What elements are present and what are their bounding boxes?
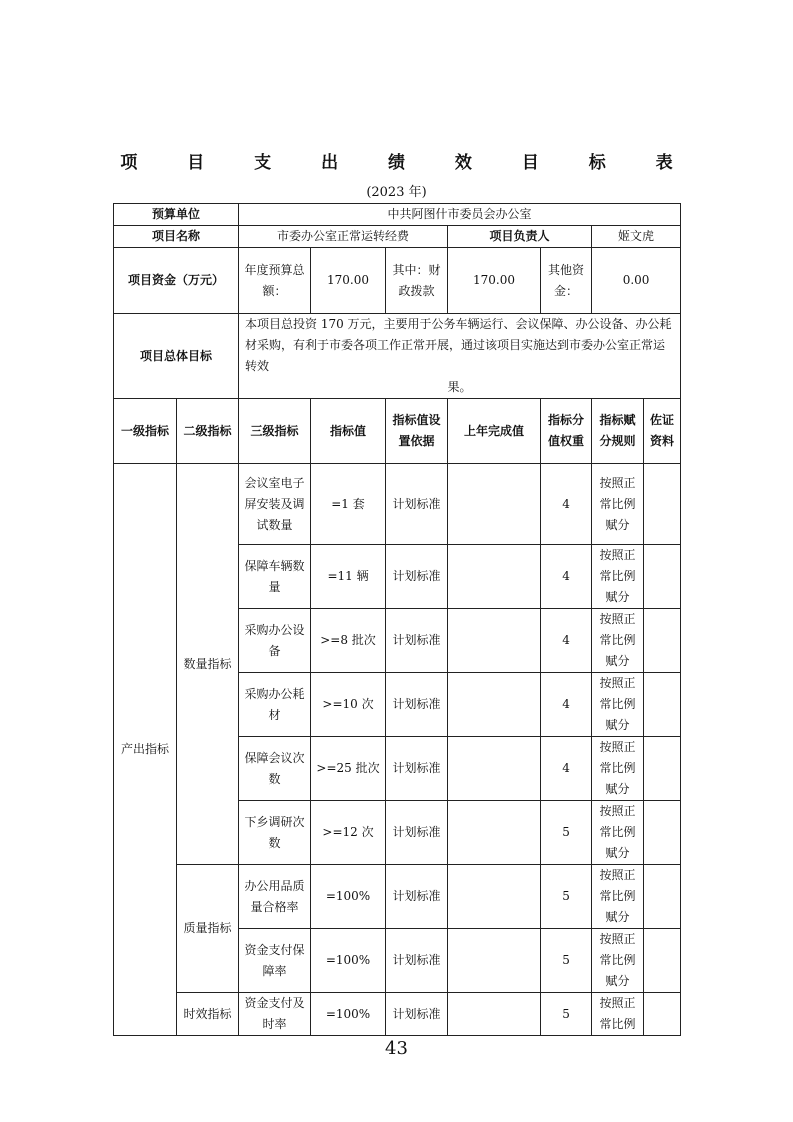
target-value: =1 套: [311, 464, 386, 545]
project-name-value: 市委办公室正常运转经费: [239, 226, 448, 248]
target-basis: 计划标准: [386, 609, 448, 673]
evidence-value: [644, 993, 681, 1036]
scoring-rule: 按照正常比例: [592, 993, 644, 1036]
last-year-value: [448, 545, 541, 609]
target-basis: 计划标准: [386, 993, 448, 1036]
level3-name: 采购办公耗材: [239, 673, 311, 737]
evidence-value: [644, 673, 681, 737]
weight-value: 5: [541, 865, 592, 929]
project-leader-value: 姬文虎: [592, 226, 681, 248]
target-value: =11 辆: [311, 545, 386, 609]
target-basis: 计划标准: [386, 737, 448, 801]
col-level2: 二级指标: [177, 399, 239, 464]
fund-label: 项目资金（万元）: [114, 248, 239, 314]
target-value: >=10 次: [311, 673, 386, 737]
last-year-value: [448, 609, 541, 673]
col-last-year: 上年完成值: [448, 399, 541, 464]
budget-unit-value: 中共阿图什市委员会办公室: [239, 204, 681, 226]
col-weight: 指标分值权重: [541, 399, 592, 464]
col-evidence: 佐证资料: [644, 399, 681, 464]
goal-label: 项目总体目标: [114, 314, 239, 399]
target-basis: 计划标准: [386, 673, 448, 737]
scoring-rule: 按照正常比例赋分: [592, 801, 644, 865]
scoring-rule: 按照正常比例赋分: [592, 737, 644, 801]
annual-total-value: 170.00: [311, 248, 386, 314]
evidence-value: [644, 929, 681, 993]
level3-name: 资金支付及时率: [239, 993, 311, 1036]
project-leader-label: 项目负责人: [448, 226, 592, 248]
col-rule: 指标赋分规则: [592, 399, 644, 464]
weight-value: 5: [541, 801, 592, 865]
fiscal-label: 其中：财政拨款: [386, 248, 448, 314]
last-year-value: [448, 993, 541, 1036]
last-year-value: [448, 737, 541, 801]
target-value: =100%: [311, 929, 386, 993]
col-level3: 三级指标: [239, 399, 311, 464]
fiscal-value: 170.00: [448, 248, 541, 314]
last-year-value: [448, 801, 541, 865]
weight-value: 4: [541, 737, 592, 801]
other-value: 0.00: [592, 248, 681, 314]
evidence-value: [644, 801, 681, 865]
row-project-fund: [114, 248, 681, 314]
level3-name: 保障车辆数量: [239, 545, 311, 609]
goal-text: [239, 314, 681, 399]
scoring-rule: 按照正常比例赋分: [592, 609, 644, 673]
col-basis: 指标值设置依据: [386, 399, 448, 464]
weight-value: 4: [541, 609, 592, 673]
target-value: >=12 次: [311, 801, 386, 865]
scoring-rule: 按照正常比例赋分: [592, 545, 644, 609]
scoring-rule: 按照正常比例赋分: [592, 929, 644, 993]
scoring-rule: 按照正常比例赋分: [592, 464, 644, 545]
goal-text-line-1: 本项目总投资 170 万元，主要用于公务车辆运行、会议保障、办公设备、办公耗材采购，有利于市委各项工作正常开展，通过该项目实施达到市委办公室正常运转效: [245, 317, 672, 373]
weight-value: 4: [541, 545, 592, 609]
level2-quality: 质量指标: [177, 865, 239, 993]
row-project-goal: [114, 314, 681, 399]
level2-quantity: 数量指标: [177, 464, 239, 865]
page-number: 43: [385, 1038, 408, 1059]
table-row: [114, 993, 681, 1036]
level3-name: 采购办公设备: [239, 609, 311, 673]
target-value: =100%: [311, 993, 386, 1036]
last-year-value: [448, 464, 541, 545]
table-row: [114, 464, 681, 545]
annual-total-label: 年度预算总额：: [239, 248, 311, 314]
project-name-label: 项目名称: [114, 226, 239, 248]
last-year-value: [448, 673, 541, 737]
weight-value: 4: [541, 673, 592, 737]
target-basis: 计划标准: [386, 545, 448, 609]
table-year: (2023 年): [366, 185, 427, 200]
row-project-name: [114, 226, 681, 248]
level3-name: 办公用品质量合格率: [239, 865, 311, 929]
performance-target-table: [113, 203, 681, 1036]
row-budget-unit: [114, 204, 681, 226]
col-level1: 一级指标: [114, 399, 177, 464]
table-row: [114, 865, 681, 929]
page-title: 项 目 支 出 绩 效 目 标 表: [120, 153, 695, 173]
row-column-headers: [114, 399, 681, 464]
level3-name: 会议室电子屏安装及调试数量: [239, 464, 311, 545]
level3-name: 资金支付保障率: [239, 929, 311, 993]
evidence-value: [644, 464, 681, 545]
weight-value: 5: [541, 929, 592, 993]
target-basis: 计划标准: [386, 865, 448, 929]
level3-name: 下乡调研次数: [239, 801, 311, 865]
evidence-value: [644, 737, 681, 801]
evidence-value: [644, 609, 681, 673]
last-year-value: [448, 929, 541, 993]
target-basis: 计划标准: [386, 801, 448, 865]
target-basis: 计划标准: [386, 929, 448, 993]
weight-value: 5: [541, 993, 592, 1036]
col-value: 指标值: [311, 399, 386, 464]
level2-timeliness: 时效指标: [177, 993, 239, 1036]
evidence-value: [644, 545, 681, 609]
level1-output: 产出指标: [114, 464, 177, 1036]
level3-name: 保障会议次数: [239, 737, 311, 801]
scoring-rule: 按照正常比例赋分: [592, 673, 644, 737]
target-value: =100%: [311, 865, 386, 929]
goal-text-line-2: 果。: [447, 380, 472, 394]
target-basis: 计划标准: [386, 464, 448, 545]
other-label: 其他资金：: [541, 248, 592, 314]
budget-unit-label: 预算单位: [114, 204, 239, 226]
target-value: >=8 批次: [311, 609, 386, 673]
weight-value: 4: [541, 464, 592, 545]
scoring-rule: 按照正常比例赋分: [592, 865, 644, 929]
evidence-value: [644, 865, 681, 929]
last-year-value: [448, 865, 541, 929]
target-value: >=25 批次: [311, 737, 386, 801]
